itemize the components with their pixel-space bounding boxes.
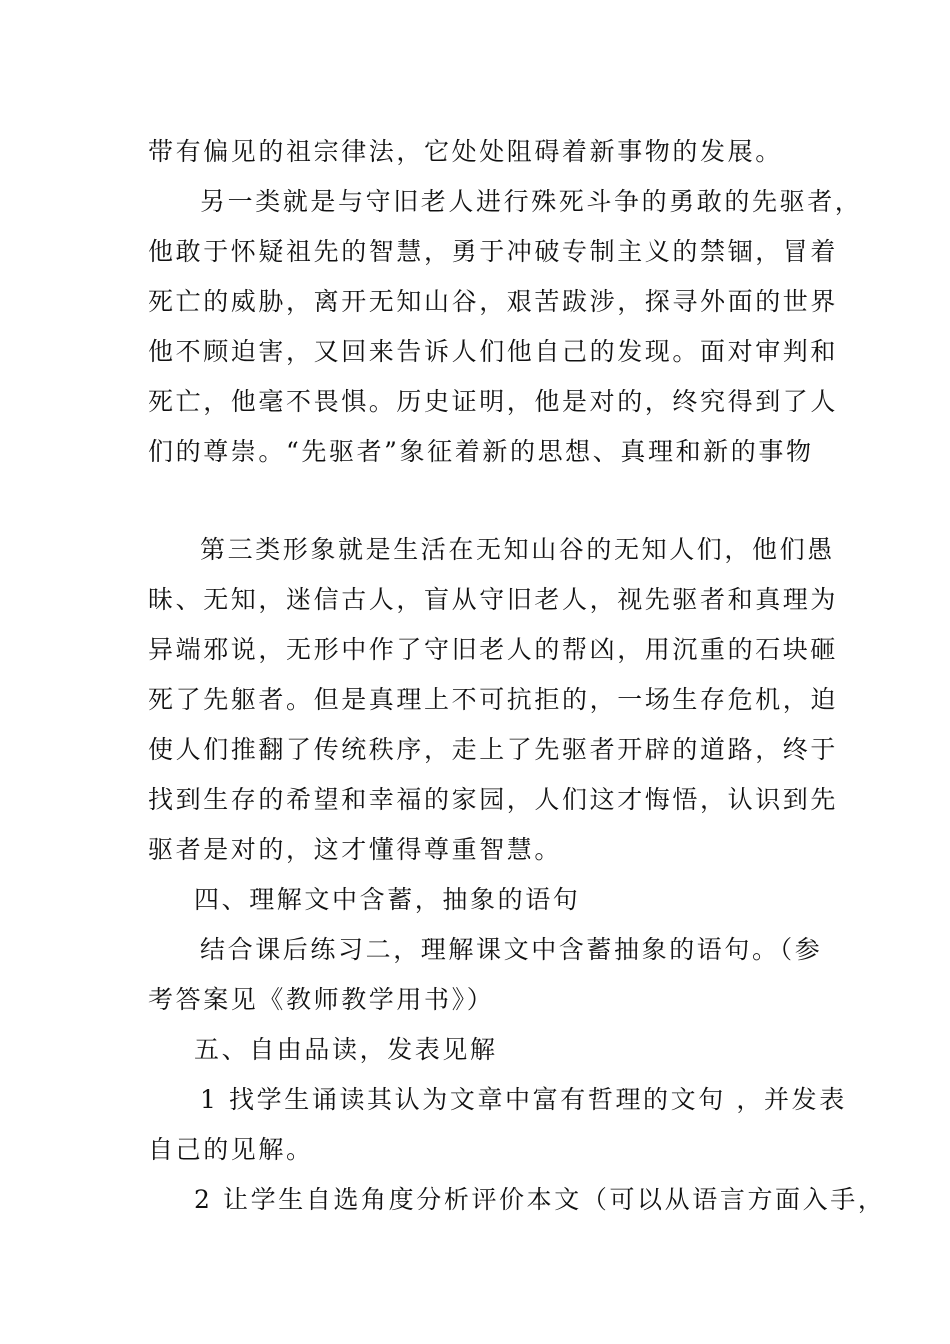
paragraph-line: 第三类形象就是生活在无知山谷的无知人们，他们愚 bbox=[200, 535, 835, 564]
paragraph-line: 昧、无知，迷信古人，盲从守旧老人，视先驱者和真理为 bbox=[148, 585, 839, 614]
section-heading: 四、理解文中含蓄，抽象的语句 bbox=[194, 885, 581, 914]
paragraph-line: 他不顾迫害，又回来告诉人们他自己的发现。面对审判和 bbox=[148, 337, 839, 366]
paragraph-line: 死亡的威胁，离开无知山谷，艰苦跋涉，探寻外面的世界 bbox=[148, 287, 839, 316]
paragraph-line: 结合课后练习二，理解课文中含蓄抽象的语句。（参 bbox=[200, 935, 823, 964]
paragraph-line: 他敢于怀疑祖先的智慧，勇于冲破专制主义的禁锢，冒着 bbox=[148, 237, 839, 266]
paragraph-line: 带有偏见的祖宗律法，它处处阻碍着新事物的发展。 bbox=[148, 137, 783, 166]
section-heading: 五、自由品读，发表见解 bbox=[194, 1035, 498, 1064]
paragraph-line: 1 找学生诵读其认为文章中富有哲理的文句 ，并发表 bbox=[200, 1085, 847, 1114]
paragraph-line: 找到生存的希望和幸福的家园，人们这才悔悟，认识到先 bbox=[148, 785, 839, 814]
paragraph-line: 死了先躯者。但是真理上不可抗拒的，一场生存危机，迫 bbox=[148, 685, 839, 714]
paragraph-line: 驱者是对的，这才懂得尊重智慧。 bbox=[148, 835, 563, 864]
paragraph-line: 自己的见解。 bbox=[148, 1135, 314, 1164]
paragraph-line: 使人们推翻了传统秩序，走上了先驱者开辟的道路，终于 bbox=[148, 735, 839, 764]
paragraph-line: 另一类就是与守旧老人进行殊死斗争的勇敢的先驱者， bbox=[200, 187, 863, 216]
paragraph-line: 异端邪说，无形中作了守旧老人的帮凶，用沉重的石块砸 bbox=[148, 635, 839, 664]
paragraph-line: 2 让学生自选角度分析评价本文（可以从语言方面入手， bbox=[194, 1185, 886, 1214]
paragraph-line: 考答案见《教师教学用书》） bbox=[148, 985, 495, 1014]
paragraph-line: 们的尊崇。“先驱者”象征着新的思想、真理和新的事物 bbox=[148, 437, 814, 466]
paragraph-line: 死亡，他毫不畏惧。历史证明，他是对的，终究得到了人 bbox=[148, 387, 839, 416]
